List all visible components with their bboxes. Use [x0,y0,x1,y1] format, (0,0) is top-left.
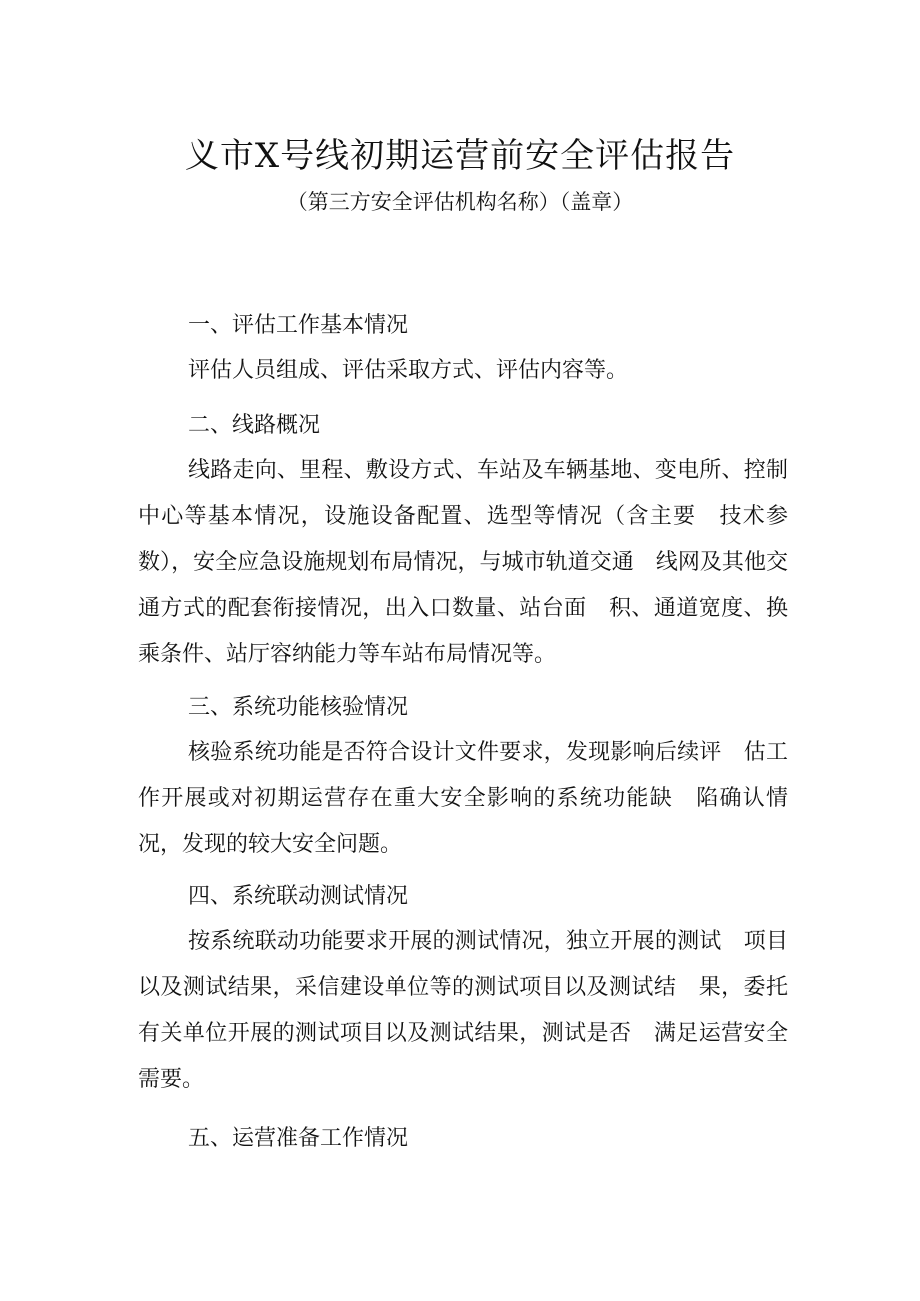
section-body: 线路走向、里程、敷设方式、车站及车辆基地、变电所、控制中心等基本情况，设施设备配置、选型等情况（含主要 技术参数），安全应急设施规划布局情况，与城市轨道交通 线网及其他交通方式的配套衔接情况，出入口数量、站台面 积、通道宽度、换乘条件、站厅容纳能力等车站布局情况等。 [138,458,788,667]
section-heading: 一、评估工作基本情况 [188,313,409,338]
section-heading: 五、运营准备工作情况 [188,1126,409,1151]
report-title: 义市X号线初期运营前安全评估报告 [184,136,736,176]
section-heading: 二、线路概况 [188,413,321,438]
section-body: 核验系统功能是否符合设计文件要求，发现影响后续评 估工作开展或对初期运营存在重大安全影响的系统功能缺 陷确认情况，发现的较大安全问题。 [138,740,788,857]
section-body: 按系统联动功能要求开展的测试情况，独立开展的测试 项目以及测试结果，采信建设单位等的测试项目以及测试结 果，委托有关单位开展的测试项目以及测试结果，测试是否 满足运营安全需要。 [138,929,788,1092]
section-body: 评估人员组成、评估采取方式、评估内容等。 [188,358,629,383]
report-subtitle: （第三方安全评估机构名称）（盖章） [286,190,634,214]
section-heading: 三、系统功能核验情况 [188,695,409,720]
section-heading: 四、系统联动测试情况 [188,884,409,909]
